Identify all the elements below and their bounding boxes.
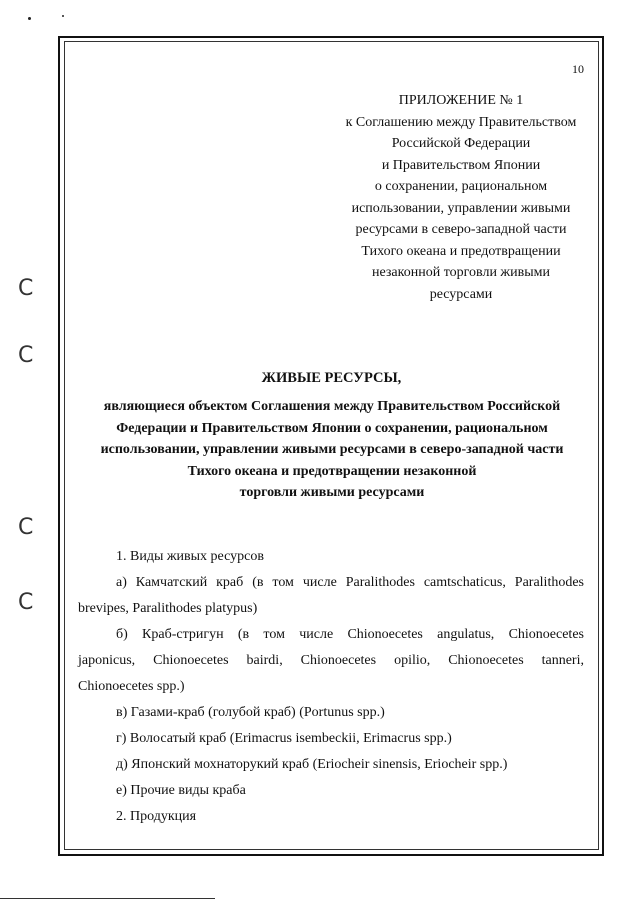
list-item <box>78 622 584 648</box>
appendix-line: использовании, управлении живыми <box>351 200 571 216</box>
document-title: ЖИВЫЕ РЕСУРСЫ, <box>261 370 402 386</box>
list-item: г) Волосатый краб (Erimacrus isembeckii, Erimacrus spp.) <box>116 731 452 746</box>
document-subtitle <box>74 396 590 504</box>
list-item-continuation: Chionoecetes spp.) <box>78 679 185 694</box>
list-item-line: а) Камчатский краб (в том числе Paralithodes camtschaticus, Paralithodes <box>116 575 584 590</box>
section-heading: 1. Виды живых ресурсов <box>116 549 264 564</box>
appendix-line: и Правительством Японии <box>381 157 541 173</box>
list-item: е) Прочие виды краба <box>116 783 246 798</box>
appendix-line: незаконной торговли живыми <box>372 265 550 280</box>
subtitle-line: являющиеся объектом Соглашения между Правительством Российской <box>103 399 561 414</box>
list-item-line: japonicus, Chionoecetes bairdi, Chionoecetes opilio, Chionoecetes tanneri, <box>78 653 584 668</box>
appendix-line: Российской Федерации <box>391 136 531 151</box>
list-item-continuation: brevipes, Paralithodes platypus) <box>78 601 258 616</box>
list-item-continuation <box>78 648 584 674</box>
list-item-line: б) Краб-стригун (в том числе Chionoecetes angulatus, Chionoecetes <box>116 627 584 642</box>
punch-hole-icon: C <box>18 515 34 540</box>
subtitle-line: Тихого океана и предотвращении незаконной <box>187 463 477 479</box>
subtitle-line: Федерации и Правительством Японии о сохранении, рациональном <box>116 420 548 436</box>
appendix-line: о сохранении, рациональном <box>374 179 548 194</box>
punch-hole-icon: C <box>18 276 34 301</box>
appendix-line: ресурсами <box>429 286 493 302</box>
scan-speck <box>28 17 31 20</box>
appendix-line: к Соглашению между Правительством <box>345 114 577 130</box>
list-item <box>78 570 584 596</box>
appendix-line: ресурсами в северо-западной части <box>355 222 567 237</box>
appendix-line: Тихого океана и предотвращении <box>361 243 561 259</box>
bottom-rule <box>0 898 215 899</box>
appendix-line: ПРИЛОЖЕНИЕ № 1 <box>398 93 524 108</box>
page-number: 10 <box>572 62 584 76</box>
punch-hole-icon: C <box>18 590 34 615</box>
subtitle-line: торговли живыми ресурсами <box>239 485 425 500</box>
scan-speck <box>62 15 64 17</box>
subtitle-line: использовании, управлении живыми ресурсами в северо-западной части <box>100 442 564 457</box>
list-item: д) Японский мохнаторукий краб (Eriocheir sinensis, Eriocheir spp.) <box>116 757 508 772</box>
appendix-heading <box>325 90 597 305</box>
section-heading: 2. Продукция <box>116 809 197 824</box>
punch-hole-icon: C <box>18 343 34 368</box>
list-item: в) Газами-краб (голубой краб) (Portunus spp.) <box>116 705 385 720</box>
